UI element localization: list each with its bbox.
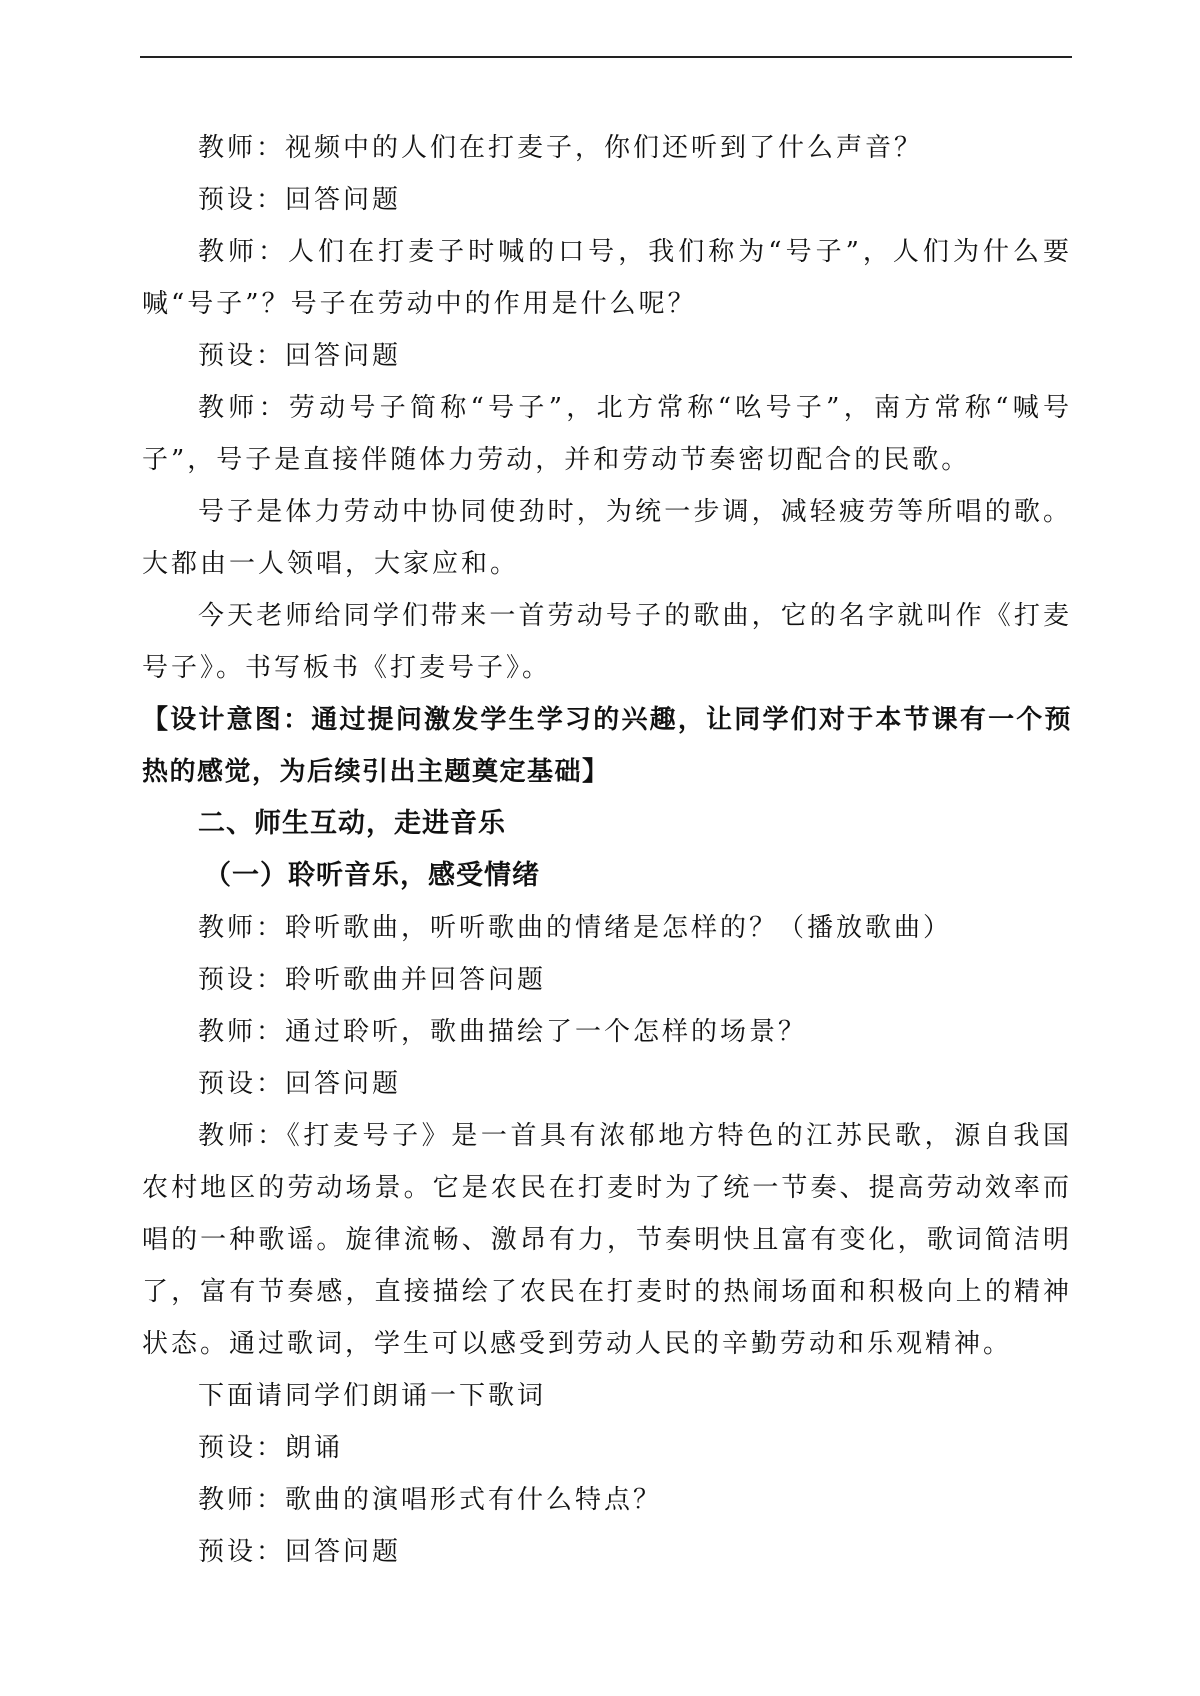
paragraph: 教师：人们在打麦子时喊的口号，我们称为“号子”，人们为什么要喊“号子”？号子在劳动中的作用是什么呢？ [142, 237, 1072, 319]
paragraph: 教师：《打麦号子》是一首具有浓郁地方特色的江苏民歌，源自我国农村地区的劳动场景。它是农民在打麦时为了统一节奏、提高劳动效率而唱的一种歌谣。旋律流畅、激昂有力，节奏明快且富有变化，歌词简洁明了，富有节奏感，直接描绘了农民在打麦时的热闹场面和积极向上的精神状态。通过歌词，学生可以感受到劳动人民的辛勤劳动和乐观精神。 [142, 1121, 1072, 1359]
paragraph: 预设：回答问题 [198, 1069, 402, 1099]
paragraph: 预设：聆听歌曲并回答问题 [198, 965, 547, 995]
document-body [142, 122, 1072, 1578]
paragraph: 教师：劳动号子简称“号子”，北方常称“吆号子”，南方常称“喊号子”，号子是直接伴随体力劳动，并和劳动节奏密切配合的民歌。 [142, 393, 1072, 475]
paragraph: 教师：视频中的人们在打麦子，你们还听到了什么声音？ [198, 133, 924, 163]
paragraph: 预设：回答问题 [198, 1537, 402, 1567]
paragraph: 预设：回答问题 [198, 185, 402, 215]
paragraph: 号子是体力劳动中协同使劲时，为统一步调，减轻疲劳等所唱的歌。大都由一人领唱，大家应和。 [142, 497, 1072, 579]
paragraph: 下面请同学们朗诵一下歌词 [198, 1381, 547, 1411]
design-intent-note: 【设计意图：通过提问激发学生学习的兴趣，让同学们对于本节课有一个预热的感觉，为后续引出主题奠定基础】 [142, 705, 1072, 787]
paragraph: 教师：歌曲的演唱形式有什么特点？ [198, 1485, 663, 1515]
paragraph: 预设：回答问题 [198, 341, 402, 371]
header-rule [140, 56, 1072, 58]
paragraph: 预设：朗诵 [198, 1433, 344, 1463]
section-heading: 二、师生互动，走进音乐 [198, 808, 506, 839]
paragraph: 教师：聆听歌曲，听听歌曲的情绪是怎样的？（播放歌曲） [198, 913, 953, 943]
subsection-heading: （一）聆听音乐，感受情绪 [204, 860, 540, 891]
paragraph: 教师：通过聆听，歌曲描绘了一个怎样的场景？ [198, 1017, 808, 1047]
paragraph: 今天老师给同学们带来一首劳动号子的歌曲，它的名字就叫作《打麦号子》。书写板书《打麦号子》。 [142, 601, 1072, 683]
